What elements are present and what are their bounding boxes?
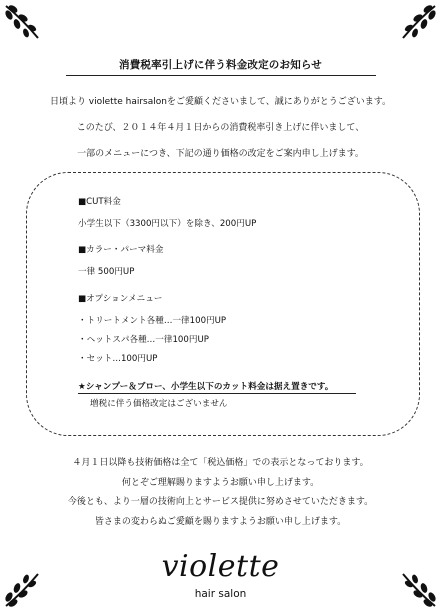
option-item: ・トリートメント各種…一律100円UP: [78, 316, 227, 326]
color-perm-heading: ■カラー・パーマ料金: [78, 245, 164, 255]
closing-line: 皆さまの変わらぬご愛顧を賜りますようお願い申し上げます。: [94, 516, 347, 527]
color-perm-section: [78, 244, 163, 285]
intro-line: 日頃より violette hairsalonをご愛顧くださいまして、誠にありがとうございます。: [49, 97, 392, 107]
cut-price-detail: 小学生以下（3300円以下）を除き、200円UP: [78, 219, 257, 229]
corner-ornament-icon: [393, 0, 441, 48]
closing-line: ４月１日以降も技術価格は全て「税込価格」での表示となっております。: [72, 458, 369, 468]
brand-logo: violette: [161, 549, 280, 584]
no-revision-note: 増税に伴う価格改定はございません: [78, 393, 356, 413]
intro-line: このたび、２０１４年４月１日からの消費税率引き上げに伴いまして、: [76, 123, 365, 133]
intro-line: 一部のメニューにつき、下記の通り価格の改定をご案内申し上げます。: [77, 149, 364, 159]
notice-title: 消費税率引上げに伴う料金改定のお知らせ: [119, 59, 322, 71]
option-item: ・セット…100円UP: [78, 354, 158, 364]
option-menu-section: [78, 293, 226, 372]
closing-line: 今後とも、より一層の技術向上とサービス提供に努めさせていただきます。: [67, 497, 374, 507]
brand-subtitle: hair salon: [194, 588, 247, 600]
color-perm-detail: 一律 500円UP: [78, 267, 135, 277]
option-menu-heading: ■オプションメニュー: [78, 294, 163, 304]
option-item: ・ヘットスパ各種…一律100円UP: [78, 335, 209, 345]
closing-text: [0, 458, 441, 536]
corner-ornament-icon: [0, 0, 48, 48]
cut-price-section: [78, 196, 256, 237]
title-underline: [66, 75, 376, 76]
cut-price-heading: ■CUT料金: [78, 197, 121, 207]
closing-line: 何とぞご理解賜りますようお願い申し上げます。: [121, 477, 320, 488]
intro-text: [0, 96, 441, 174]
fixed-price-note: ★シャンプー＆ブロー、小学生以下のカット料金は据え置きです。: [78, 382, 334, 392]
